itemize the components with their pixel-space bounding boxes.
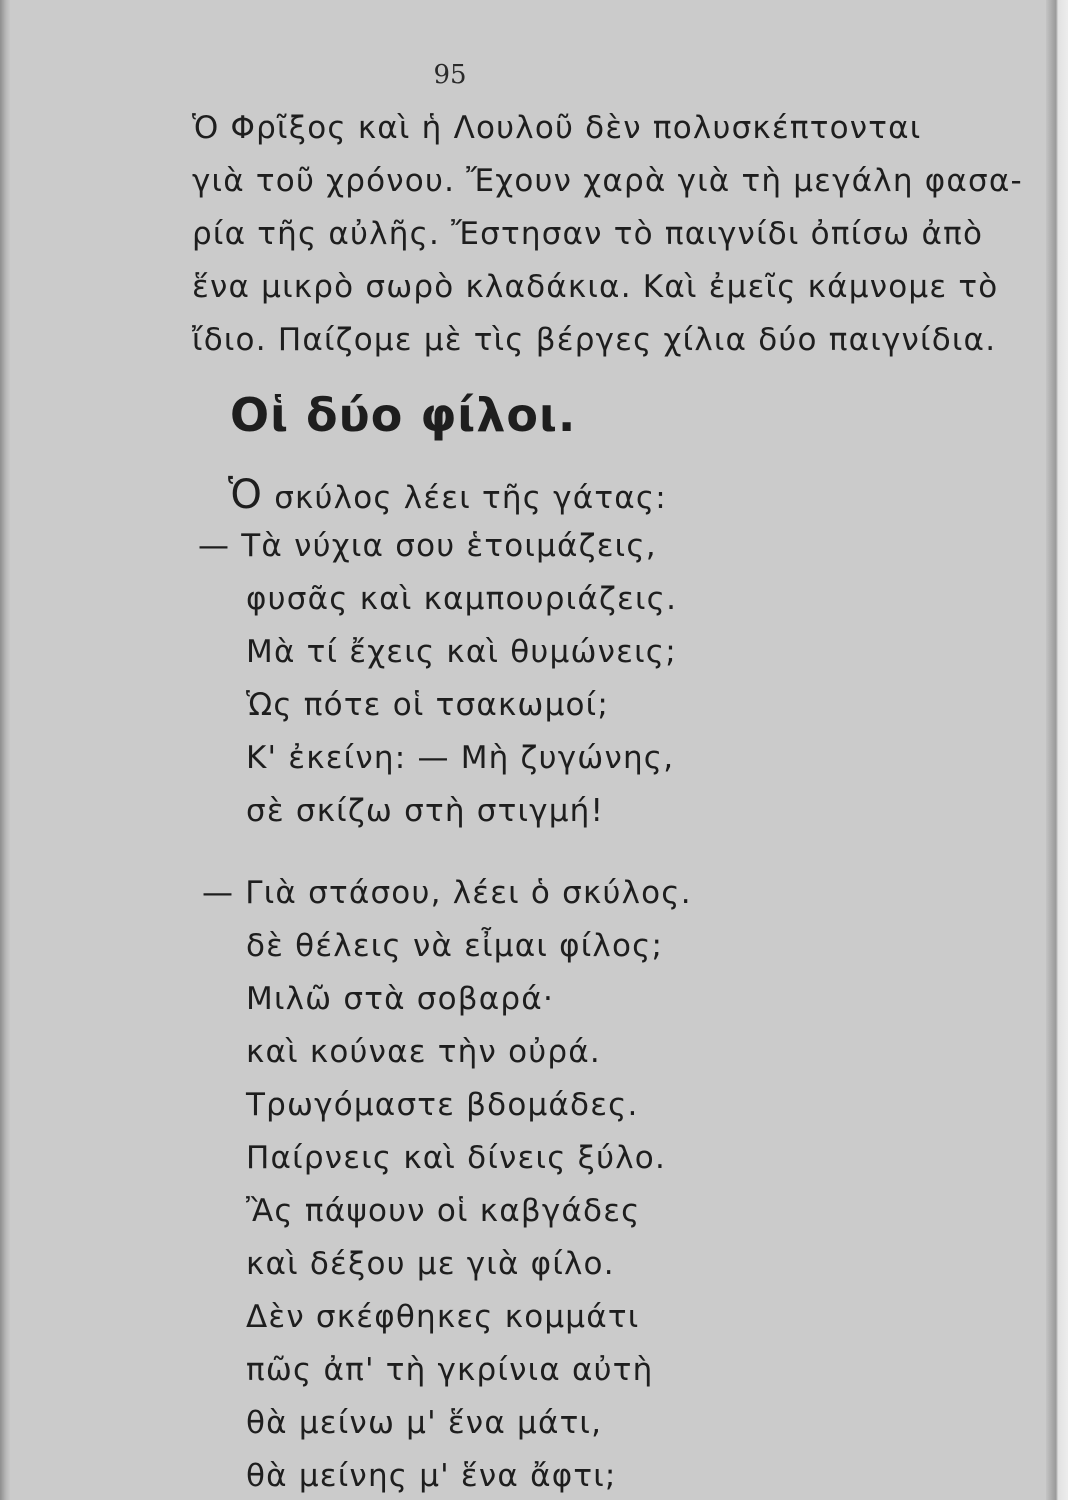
poem-line: Παίρνεις καὶ δίνεις ξύλο. — [246, 1140, 667, 1176]
prose-line: ἴδιο. Παίζομε μὲ τὶς βέργες χίλια δύο παιγνίδια. — [192, 322, 997, 358]
page-number: 95 — [433, 60, 467, 90]
poem-line: θὰ μείνης μ' ἕνα ἄφτι; — [246, 1458, 617, 1494]
poem-line: — Τὰ νύχια σου ἑτοιμάζεις, — [198, 528, 657, 564]
poem-line: Ἂς πάψουν οἱ καβγάδες — [246, 1193, 641, 1229]
scan-edge-right — [1046, 0, 1068, 1500]
scan-edge-left — [0, 0, 10, 1500]
poem-line: πῶς ἀπ' τὴ γκρίνια αὐτὴ — [246, 1352, 654, 1388]
poem-first-line — [228, 472, 667, 518]
poem-line: Δὲν σκέφθηκες κομμάτι — [246, 1299, 640, 1335]
poem-line: καὶ δέξου με γιὰ φίλο. — [246, 1246, 615, 1282]
poem-line: Μὰ τί ἔχεις καὶ θυμώνεις; — [246, 634, 677, 670]
poem-line: — Γιὰ στάσου, λέει ὁ σκύλος. — [202, 875, 692, 911]
poem-line: θὰ μείνω μ' ἕνα μάτι, — [246, 1405, 603, 1441]
poem-line: Τρωγόμαστε βδομάδες. — [246, 1087, 639, 1123]
poem-title: Οἱ δύο φίλοι. — [230, 388, 577, 442]
poem-line: δὲ θέλεις νὰ εἶμαι φίλος; — [246, 928, 664, 964]
drop-letter: Ὁ — [228, 472, 264, 518]
prose-line: ρία τῆς αὐλῆς. Ἔστησαν τὸ παιγνίδι ὀπίσω ἀπὸ — [192, 216, 984, 252]
poem-line: Ὡς πότε οἱ τσακωμοί; — [246, 687, 610, 723]
prose-line: ἕνα μικρὸ σωρὸ κλαδάκια. Καὶ ἐμεῖς κάμνομε τὸ — [192, 269, 999, 305]
poem-line: φυσᾶς καὶ καμπουριάζεις. — [246, 581, 678, 617]
prose-line: γιὰ τοῦ χρόνου. Ἔχουν χαρὰ γιὰ τὴ μεγάλη φασα- — [192, 163, 1023, 199]
first-line-text: σκύλος λέει τῆς γάτας: — [263, 480, 667, 516]
poem-line: σὲ σκίζω στὴ στιγμή! — [246, 793, 605, 829]
prose-line: Ὁ Φρῖξος καὶ ἡ Λουλοῦ δὲν πολυσκέπτονται — [192, 110, 922, 146]
poem-line: καὶ κούναε τὴν οὐρά. — [246, 1034, 601, 1070]
poem-line: Κ' ἐκείνη: — Μὴ ζυγώνης, — [246, 740, 675, 776]
poem-line: Μιλῶ στὰ σοβαρά· — [246, 981, 554, 1017]
